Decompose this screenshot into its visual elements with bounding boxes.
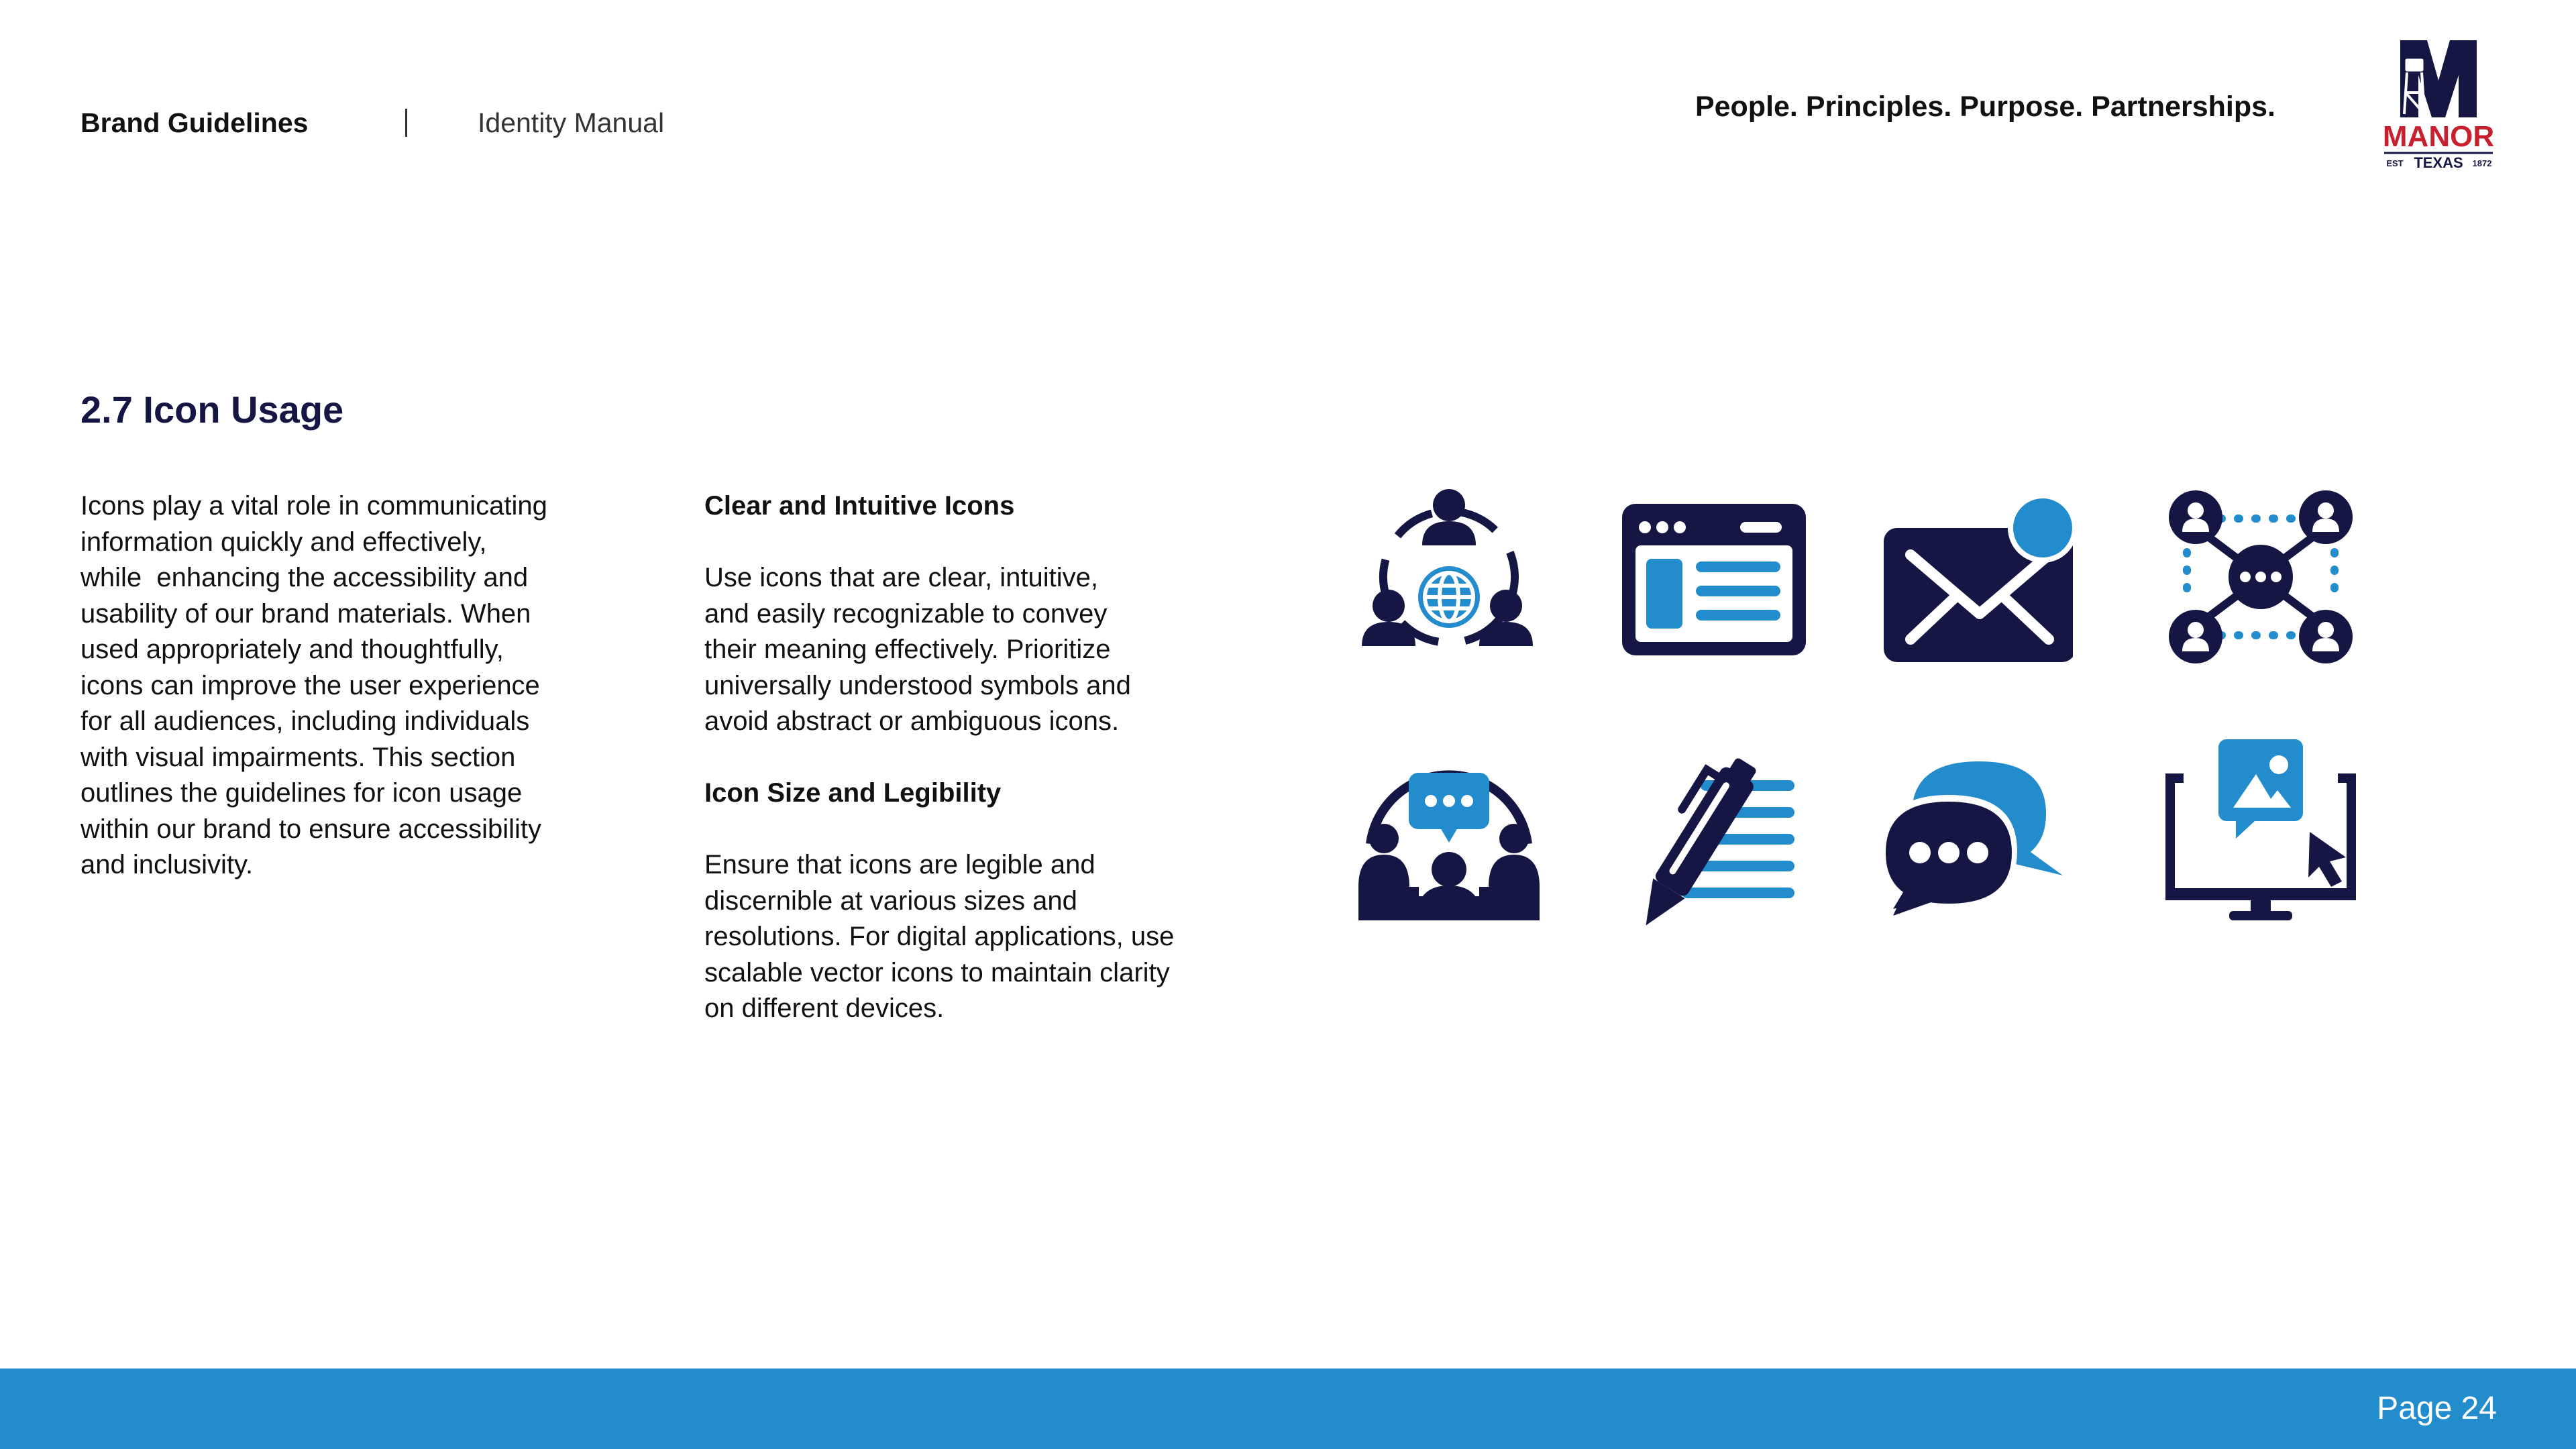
- chat-bubbles-icon: [1878, 748, 2073, 943]
- intro-line: and inclusivity.: [80, 850, 254, 879]
- intro-line: usability of our brand materials. When: [80, 598, 531, 629]
- intro-line: while enhancing the accessibility and: [80, 563, 529, 592]
- guideline-line: Ensure that icons are legible and: [704, 850, 1095, 879]
- brand-tagline: People. Principles. Purpose. Partnerships.: [1695, 91, 2275, 123]
- guidelines-column: [704, 488, 1268, 1027]
- global-community-icon: [1352, 480, 1546, 674]
- intro-line: information quickly and effectively,: [80, 527, 487, 557]
- email-notification-icon: [1878, 480, 2073, 674]
- intro-line: with visual impairments. This section: [80, 742, 516, 772]
- logo-state: TEXAS: [2414, 154, 2463, 171]
- manor-texas-logo: [2375, 34, 2502, 171]
- document-subtitle: Identity Manual: [478, 107, 665, 138]
- webpage-layout-icon: [1617, 480, 1811, 674]
- intro-line: used appropriately and thoughtfully,: [80, 635, 504, 664]
- logo-year: 1872: [2472, 158, 2492, 168]
- network-people-icon: [2163, 480, 2358, 674]
- page-number: Page 24: [2377, 1391, 2497, 1426]
- team-discussion-icon: [1352, 738, 1546, 932]
- intro-line: Icons play a vital role in communicating: [80, 491, 547, 521]
- guideline-line: on different devices.: [704, 994, 945, 1023]
- intro-line: outlines the guidelines for icon usage: [80, 778, 523, 808]
- brand-title: Brand Guidelines: [80, 107, 309, 138]
- guideline-line: scalable vector icons to maintain clarity: [704, 957, 1170, 987]
- logo-est: EST: [2386, 158, 2404, 168]
- header-divider: [405, 109, 407, 137]
- guideline-line: resolutions. For digital applications, use: [704, 922, 1175, 951]
- intro-paragraph: [80, 488, 644, 883]
- intro-line: icons can improve the user experience: [80, 670, 540, 700]
- monitor-image-cursor-icon: [2163, 738, 2358, 932]
- logo-wordmark: MANOR: [2382, 120, 2495, 153]
- guideline-heading-icon-size: Icon Size and Legibility: [704, 778, 1002, 808]
- guideline-line: their meaning effectively. Prioritize: [704, 635, 1111, 664]
- intro-line: within our brand to ensure accessibility: [80, 814, 542, 844]
- guideline-line: discernible at various sizes and: [704, 885, 1077, 916]
- guideline-line: avoid abstract or ambiguous icons.: [704, 706, 1120, 736]
- guideline-heading-clear-icons: Clear and Intuitive Icons: [704, 491, 1015, 521]
- intro-line: for all audiences, including individuals: [80, 706, 530, 736]
- guideline-line: Use icons that are clear, intuitive,: [704, 563, 1098, 592]
- guideline-line: universally understood symbols and: [704, 670, 1131, 700]
- guideline-line: and easily recognizable to convey: [704, 598, 1108, 629]
- section-title: 2.7 Icon Usage: [80, 388, 344, 431]
- footer-bar: [0, 1368, 2576, 1449]
- pen-writing-icon: [1620, 748, 1815, 943]
